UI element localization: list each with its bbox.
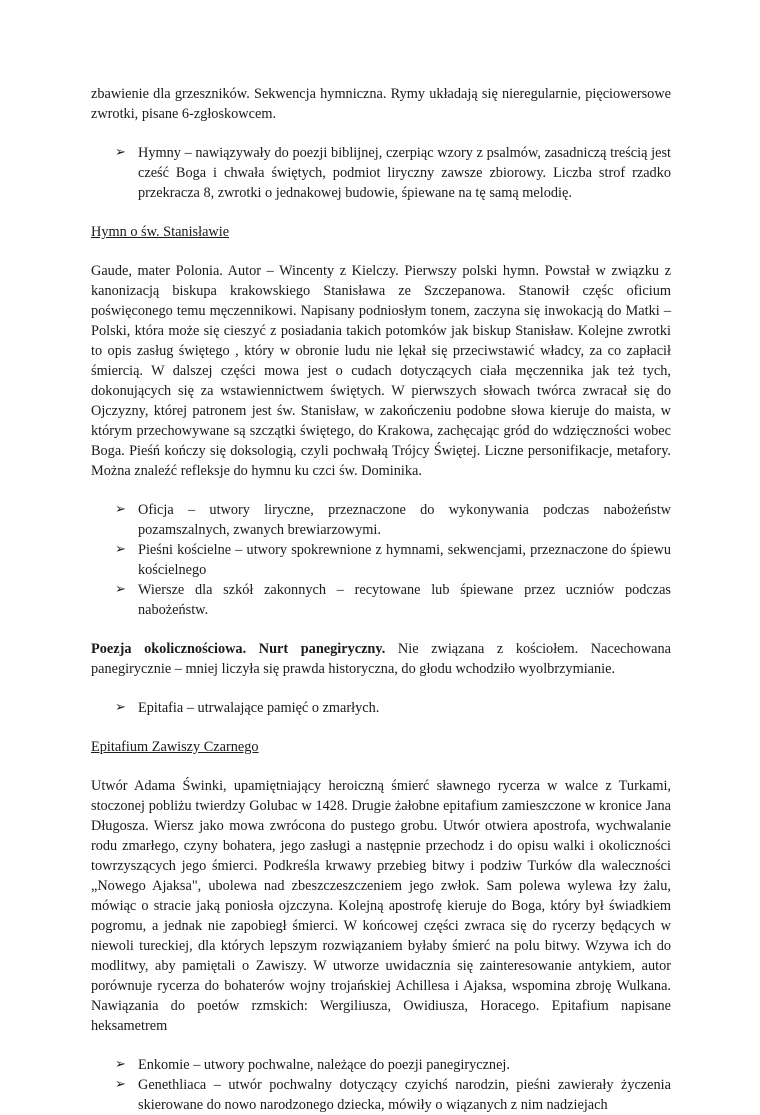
- arrow-bullet-icon: ➢: [115, 700, 126, 715]
- list-item-text: Oficja – utwory liryczne, przeznaczone do wykonywania podczas nabożeństw pozamszalnych, zwanych brewiarzowymi.: [138, 502, 671, 538]
- section-heading-epitafium: Epitafium Zawiszy Czarnego: [91, 739, 259, 755]
- bullet-list-epitafia: [91, 698, 671, 718]
- list-item-text: Pieśni kościelne – utwory spokrewnione z hymnami, sekwencjami, przeznaczone do śpiewu kościelnego: [138, 542, 671, 578]
- section-body-epitafium: Utwór Adama Świnki, upamiętniający heroiczną śmierć sławnego rycerza w walce z Turkami, stoczonej pobliżu twierdzy Golubac w 1428. Drugie żałobne epitafium zamieszczone w kronice Jana Długosza. Wiersz jako mowa zwrócona do pustego grobu. Utwór otwiera apostrofa, wychwalanie rodu zmarłego, czyny bohatera, jego zasługi a następnie przechodz i do opisu walki i okoliczności towrzyszących jego śmierci. Podkreśla krwawy przebieg bitwy i podziw Turków dla waleczności „Nowego Ajaksa", ubolewa nad zbeszczeszczeniem jego zwłok. Sam polewa wylewa łzy żalu, mówiąc o stracie jaką poniosła ojzczyna. Kolejną apostrofę kieruje do Boga, który był świadkiem pogromu, a jednak nie zapobiegł śmierci. W końcowej części zwraca się do rycerzy będących w niewoli tureckiej, dla których lepszym rozwiązaniem byłaby śmierć na polu bitwy. Wzywa ich do modlitwy, aby pamiętali o Zawiszy. W utworze uwidacznia się zainteresowanie antykiem, autor porównuje rycerza do bohaterów wojny trojańskiej Achillesa i Ajaksa, wspomina zbroję Wulkana. Nawiązania do poetów rzmskich: Wergiliusza, Owidiusza, Horacego. Epitafium napisane heksametrem: [91, 778, 671, 1034]
- arrow-bullet-icon: ➢: [115, 542, 126, 557]
- list-item: [91, 1055, 671, 1075]
- arrow-bullet-icon: ➢: [115, 1057, 126, 1072]
- list-item-text: Epitafia – utrwalające pamięć o zmarłych.: [138, 700, 380, 716]
- arrow-bullet-icon: ➢: [115, 582, 126, 597]
- list-item: [91, 1075, 671, 1115]
- document-page: [91, 84, 671, 1115]
- section-heading-hymn: Hymn o św. Stanisławie: [91, 224, 230, 240]
- list-item: [91, 143, 671, 203]
- bullet-list-genres: [91, 500, 671, 620]
- list-item: [91, 698, 671, 718]
- list-item-text: Genethliaca – utwór pochwalny dotyczący czyichś narodzin, pieśni zawierały życzenia skierowane do nowo narodzonego dziecka, mówiły o wiązanych z nim nadziejach: [138, 1077, 671, 1113]
- arrow-bullet-icon: ➢: [115, 502, 126, 517]
- bullet-list-hymny: [91, 143, 671, 203]
- bullet-list-final: [91, 1055, 671, 1115]
- arrow-bullet-icon: ➢: [115, 1077, 126, 1092]
- occasional-poetry-paragraph: [91, 639, 671, 679]
- list-item-text: Enkomie – utwory pochwalne, należące do poezji panegirycznej.: [138, 1057, 510, 1073]
- list-item: [91, 580, 671, 620]
- list-item: [91, 500, 671, 540]
- arrow-bullet-icon: ➢: [115, 145, 126, 160]
- list-item-text: Wiersze dla szkół zakonnych – recytowane lub śpiewane przez uczniów podczas nabożeństw.: [138, 582, 671, 618]
- intro-paragraph: zbawienie dla grzeszników. Sekwencja hymniczna. Rymy układają się nieregularnie, pięciowersowe zwrotki, pisane 6-zgłoskowcem.: [91, 86, 671, 122]
- section-body-hymn: Gaude, mater Polonia. Autor – Wincenty z Kielczy. Pierwszy polski hymn. Powstał w związku z kanonizacją biskupa krakowskiego Stanisława ze Szczepanowa. Stanowił częśc oficium poświęconego temu męczennikowi. Napisany podniosłym tonem, zaczyna się inwokacją do Matki – Polski, która może się cieszyć z posiadania takich potomków jak biskup Stanisław. Kolejne zwrotki to opis zasług świętego , który w obronie ludu nie lękał się przeciwstawić władcy, za co zapłacił śmiercią. W dalszej części mowa jest o cudach dotyczących ciała męczennika jak też tych, dokonujących się za wstawiennictwem świętych. W pierwszych słowach twórca zwracał się do Ojczyzny, której patronem jest św. Stanisław, w zakończeniu podobne słowa kieruje do maista, w którym przechowywane są szczątki świętego, do Krakowa, zachęcając gród do wdzięczności wobec Boga. Pieśń kończy się doksologią, czyli pochwałą Trójcy Świętej. Liczne personifikacje, metafory. Można znaleźć refleksje do hymnu ku czci św. Dominika.: [91, 263, 671, 479]
- occasional-poetry-lead: Poezja okolicznościowa. Nurt panegiryczny.: [91, 641, 386, 657]
- list-item-text: Hymny – nawiązywały do poezji biblijnej, czerpiąc wzory z psalmów, zasadniczą treścią jest cześć Boga i chwała świętych, podmiot liryczny zawsze zbiorowy. Liczba strof rzadko przekracza 8, zwrotki o jednakowej budowie, śpiewane na tę samą melodię.: [138, 145, 671, 201]
- occasional-poetry-text: Nie związana z kościołem. Nacechowana panegirycznie – mniej liczyła się prawda historyczna, do głodu wchodziło wyolbrzymianie.: [91, 641, 671, 677]
- list-item: [91, 540, 671, 580]
